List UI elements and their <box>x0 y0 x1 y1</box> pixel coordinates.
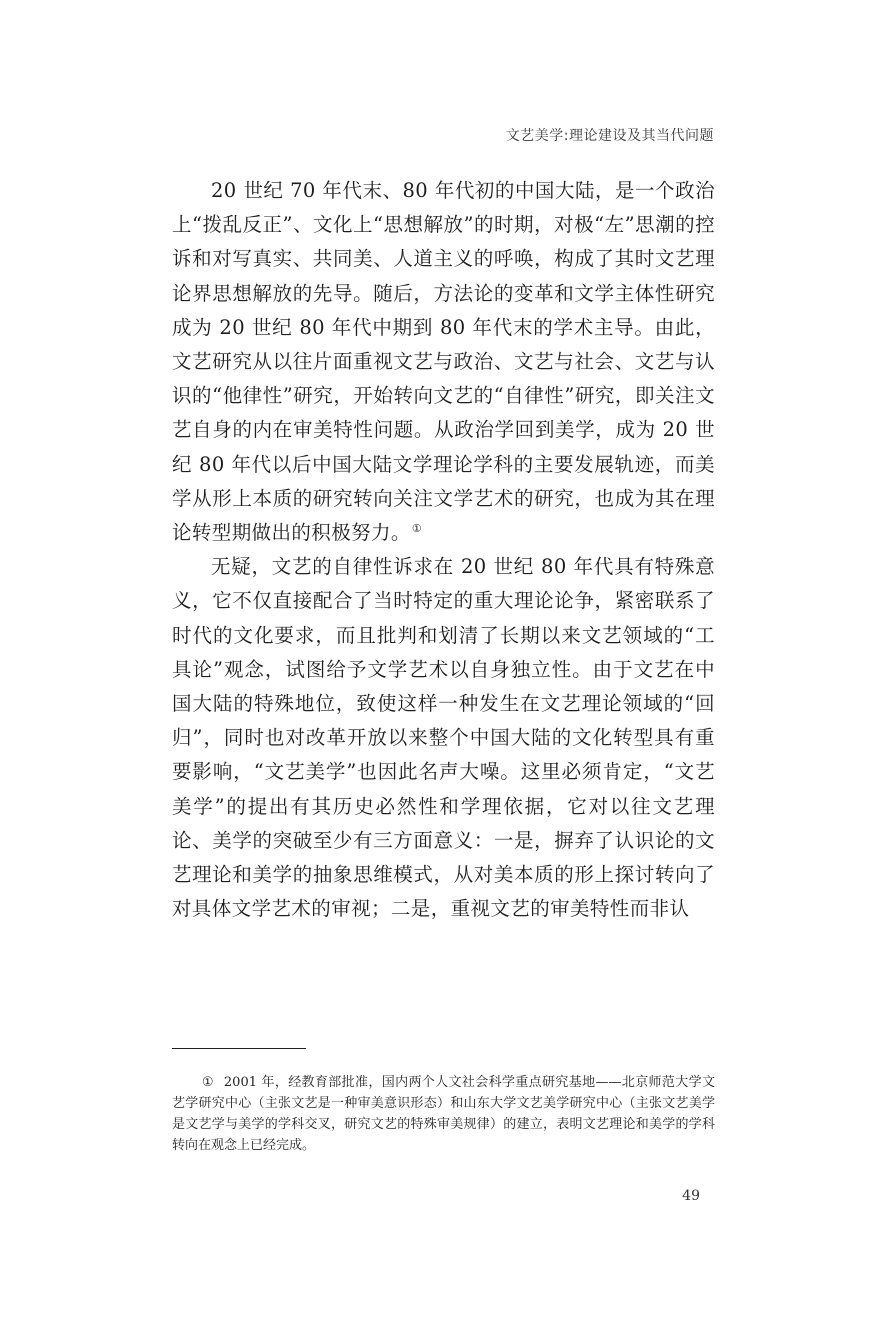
footnote-marker: ① <box>201 1075 214 1090</box>
footnote-text: 2001 年，经教育部批准，国内两个人文社会科学重点研究基地——北京师范大学文艺学研究中心（主张文艺是一种审美意识形态）和山东大学文艺美学研究中心（主张文艺美学是文艺学与美学的学科交叉，研究文艺的特殊审美规律）的建立，表明文艺理论和美学的学科转向在观念上已经完成。 <box>172 1075 715 1153</box>
paragraph-2-text: 无疑，文艺的自律性诉求在 20 世纪 80 年代具有特殊意义，它不仅直接配合了当时特定的重大理论论争，紧密联系了时代的文化要求，而且批判和划清了长期以来文艺领域的“工具论”观念，试图给予文学艺术以自身独立性。由于文艺在中国大陆的特殊地位，致使这样一种发生在文艺理论领域的“回归”，同时也对改革开放以来整个中国大陆的文化转型具有重要影响，“文艺美学”也因此名声大噪。这里必须肯定，“文艺美学”的提出有其历史必然性和学理依据，它对以往文艺理论、美学的突破至少有三方面意义：一是，摒弃了认识论的文艺理论和美学的抽象思维模式，从对美本质的形上探讨转向了对具体文学艺术的审视；二是，重视文艺的审美特性而非认 <box>172 555 715 921</box>
footnote-reference[interactable]: ① <box>411 522 423 536</box>
paragraph-1 <box>172 174 715 550</box>
paragraph-2 <box>172 550 715 926</box>
body-text <box>172 174 715 926</box>
paragraph-1-text: 20 世纪 70 年代末、80 年代初的中国大陆，是一个政治上“拨乱反正”、文化上“思想解放”的时期，对极“左”思潮的控诉和对写真实、共同美、人道主义的呼唤，构成了其时文艺理论界思想解放的先导。随后，方法论的变革和文学主体性研究成为 20 世纪 80 年代中期到 80 年代末的学术主导。由此，文艺研究从以往片面重视文艺与政治、文艺与社会、文艺与认识的“他律性”研究，开始转向文艺的“自律性”研究，即关注文艺自身的内在审美特性问题。从政治学回到美学，成为 20 世纪 80 年代以后中国大陆文学理论学科的主要发展轨迹，而美学从形上本质的研究转向关注文学艺术的研究，也成为其在理论转型期做出的积极努力。 <box>172 179 715 545</box>
footnote-divider <box>172 1048 306 1049</box>
page-number: 49 <box>682 1188 700 1204</box>
running-header: 文艺美学:理论建设及其当代问题 <box>505 128 714 144</box>
footnote <box>172 1072 715 1156</box>
